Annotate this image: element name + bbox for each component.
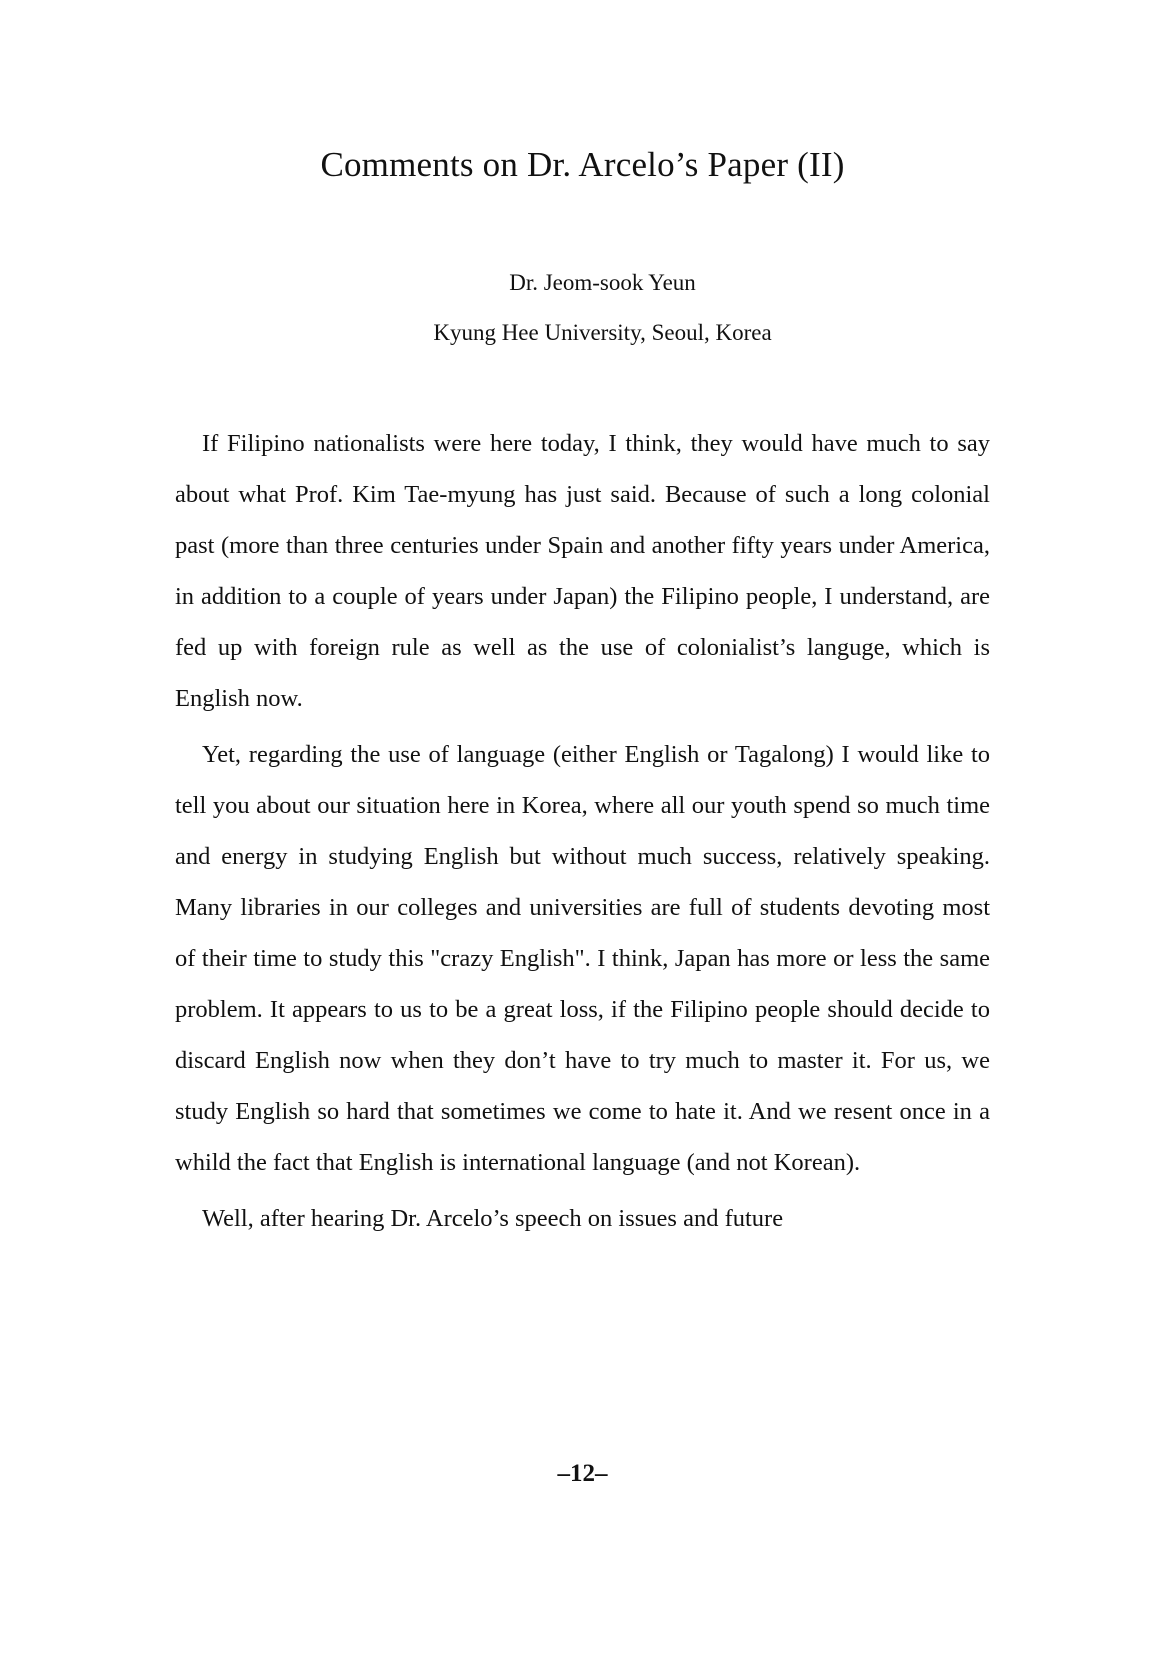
author-name: Dr. Jeom-sook Yeun	[509, 270, 696, 295]
paragraph-3: Well, after hearing Dr. Arcelo’s speech on issues and future	[202, 1205, 784, 1232]
paragraph-2: Yet, regarding the use of language (either English or Tagalong) I would like to tell you about our situation here in Korea, where all our youth spend so much time and energy in studying English but without much success, relatively speaking. Many libraries in our colleges and universities are full of students devoting most of their time to study this "crazy English". I think, Japan has more or less the same problem. It appears to us to be a great loss, if the Filipino people should decide to discard English now when they don’t have to try much to master it. For us, we study English so hard that sometimes we come to hate it. And we resent once in a whild the fact that English is international language (and not Korean).	[175, 741, 990, 1176]
page-number: –12–	[557, 1460, 608, 1487]
body-text	[175, 418, 990, 1249]
author-affiliation: Kyung Hee University, Seoul, Korea	[433, 320, 772, 345]
paragraph-1: If Filipino nationalists were here today, I think, they would have much to say about what Prof. Kim Tae-myung has just said. Because of such a long colonial past (more than three centuries under Spain and another fifty years under America, in addition to a couple of years under Japan) the Filipino people, I understand, are fed up with foreign rule as well as the use of colonialist’s languge, which is English now.	[175, 430, 990, 712]
page-title: Comments on Dr. Arcelo’s Paper (II)	[320, 145, 845, 184]
